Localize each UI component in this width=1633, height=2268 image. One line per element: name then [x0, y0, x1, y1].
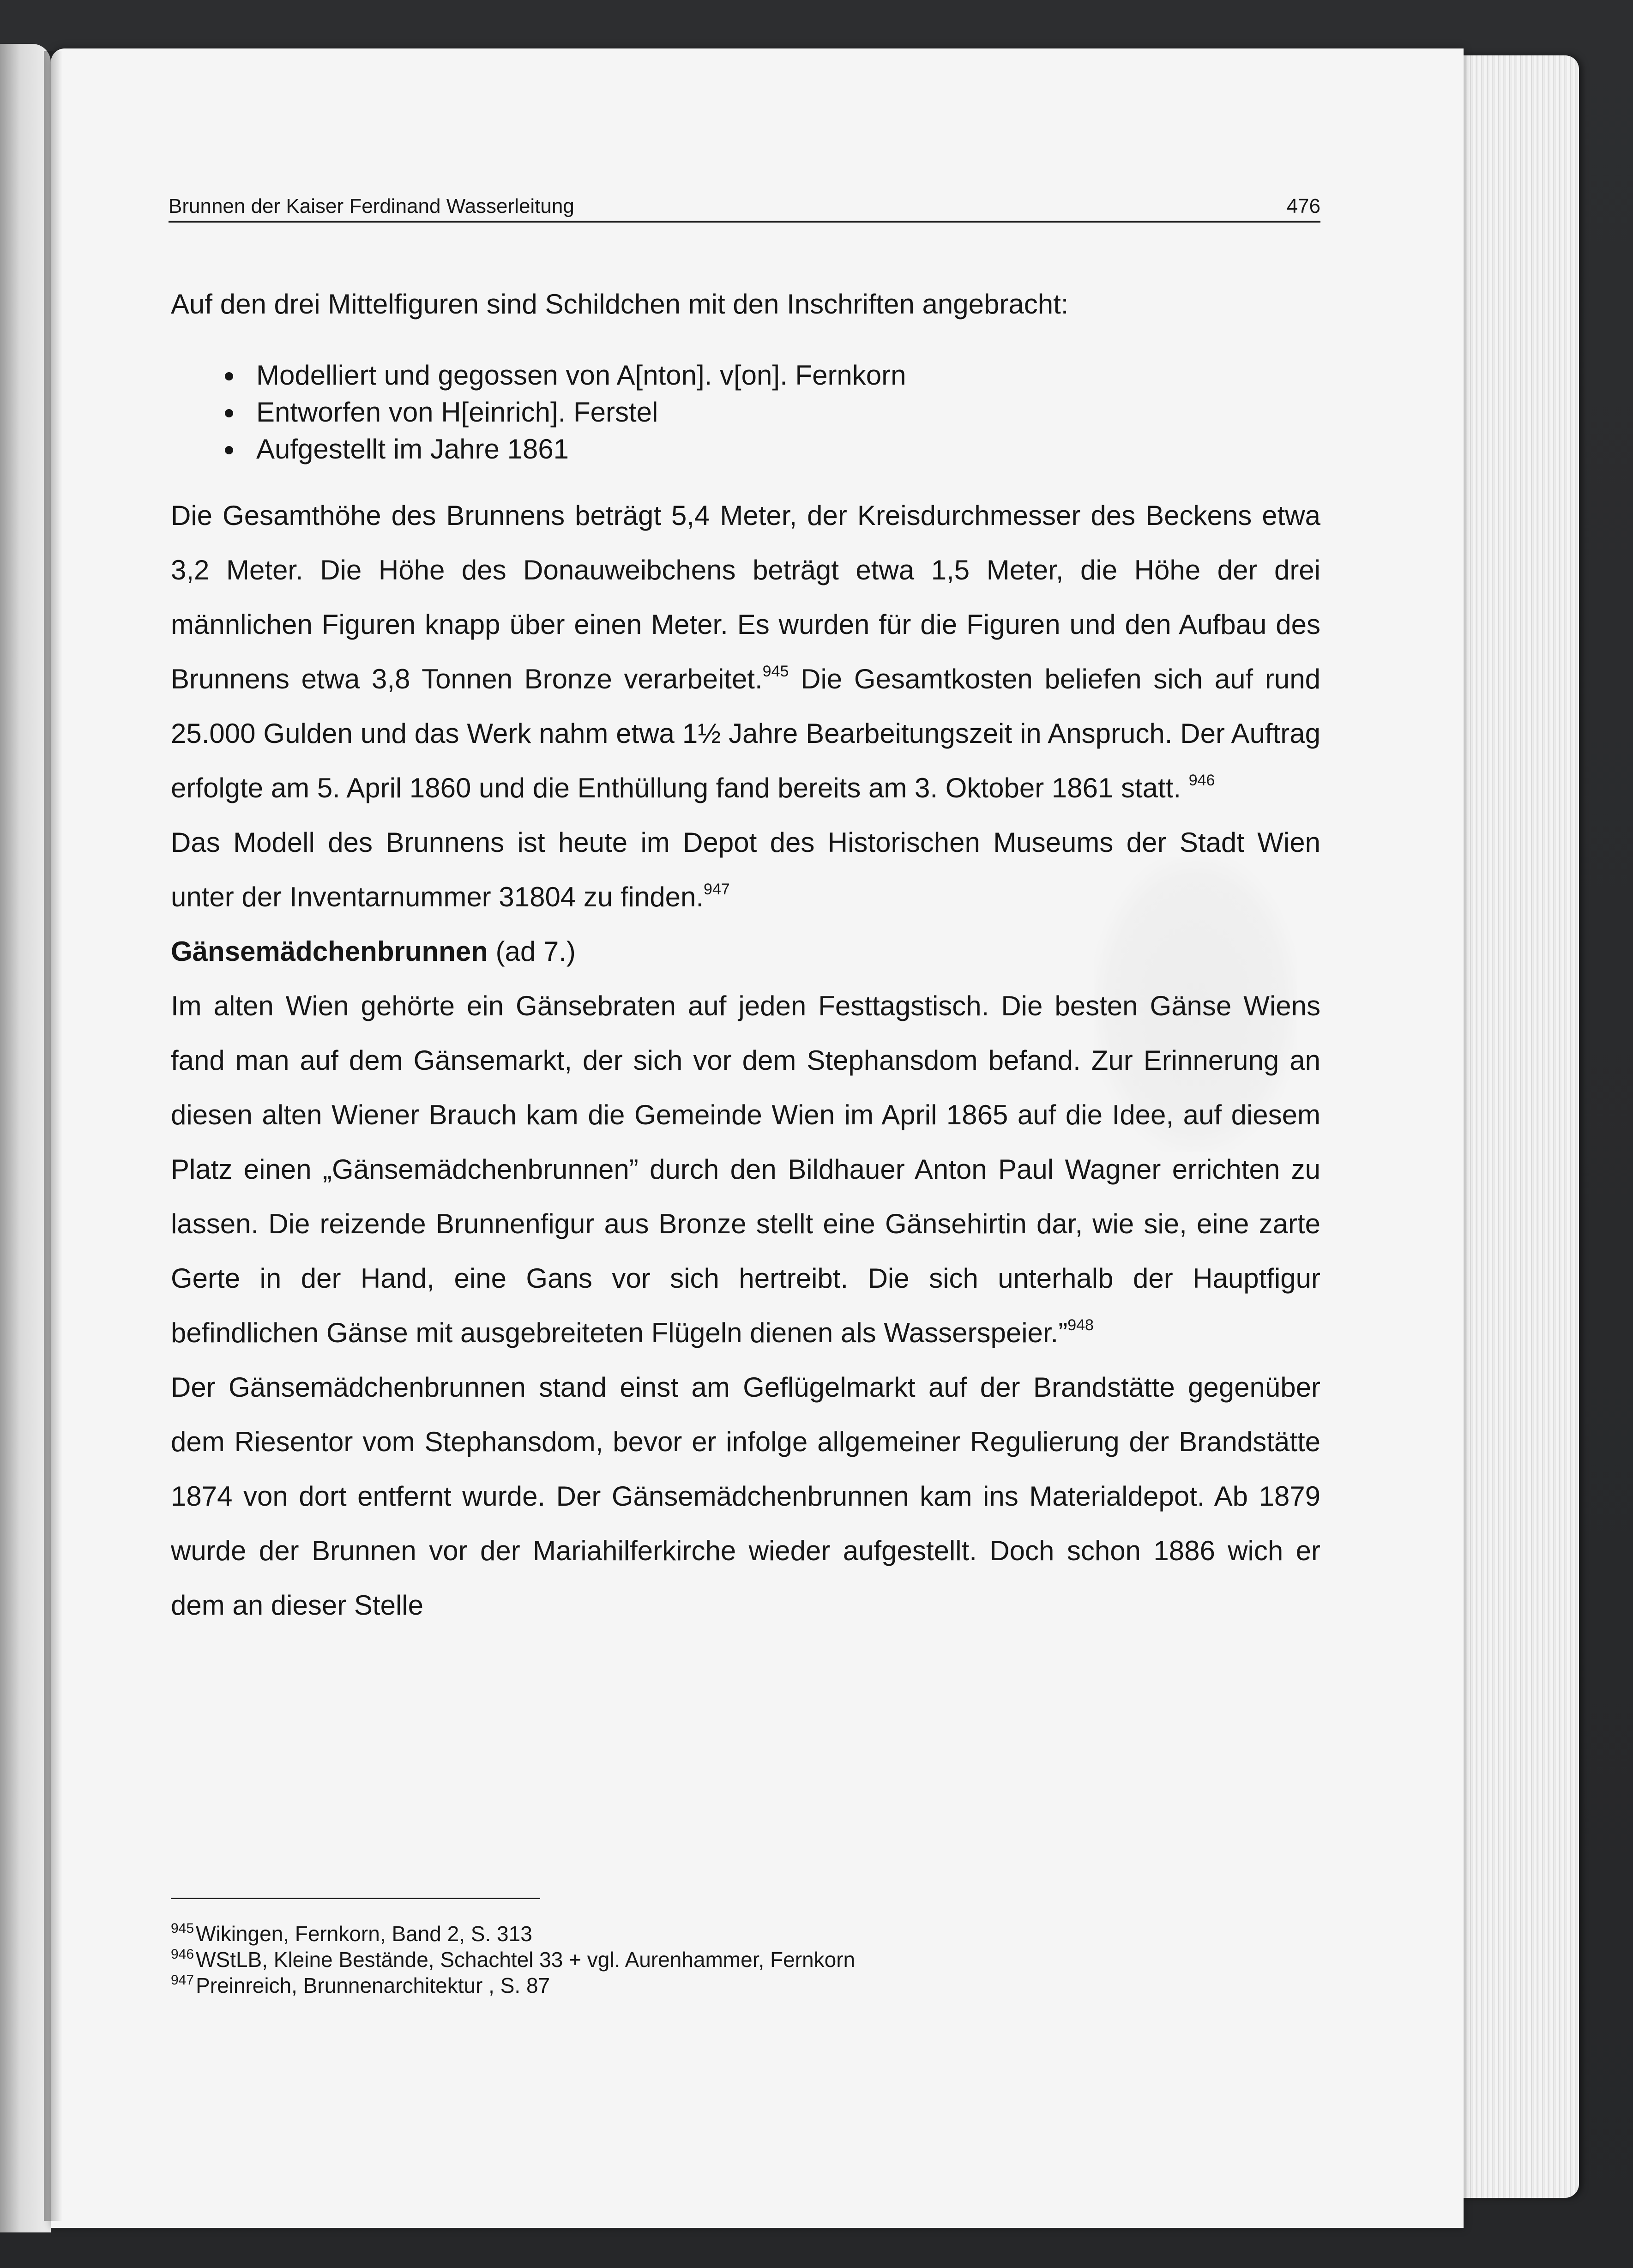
footnote-ref: 948 [1067, 1316, 1094, 1334]
section-heading-suffix: (ad 7.) [488, 936, 576, 967]
footnote-ref: 945 [762, 663, 789, 680]
list-item [256, 394, 1320, 431]
bullet-icon [225, 446, 233, 454]
footnote-divider [171, 1898, 540, 1899]
paragraph-text: Im alten Wien gehörte ein Gänsebraten auf jeden Festtagstisch. Die besten Gänse Wiens fand man auf dem Gänsemarkt, der sich vor dem Stephansdom befand. Zur Erinnerung an diesen alten Wiener Brauch kam die Gemeinde Wien im April 1865 auf die Idee, auf diesem Platz einen „Gänsemädchenbrunnen” durch den Bildhauer Anton Paul Wagner errichten zu lassen. Die reizende Brunnenfigur aus Bronze stellt eine Gänsehirtin dar, wie sie, eine zarte Gerte in der Hand, eine Gans vor sich hertreibt. Die sich unterhalb der Hauptfigur befindlichen Gänse mit ausgebreiteten Flügeln dienen als Wasserspeier.” [171, 990, 1320, 1348]
paragraph-text: Das Modell des Brunnens ist heute im Depot des Historischen Museums der Stadt Wien unter der Inventarnummer 31804 zu finden. [171, 827, 1320, 912]
page-block-edges [1445, 55, 1579, 2198]
footnotes [171, 1921, 1320, 1998]
section-heading-bold: Gänsemädchenbrunnen [171, 936, 488, 967]
paragraph-model [171, 815, 1320, 924]
page-number: 476 [1286, 195, 1320, 217]
footnote-text: Preinreich, Brunnenarchitektur , S. 87 [196, 1973, 550, 1997]
inscription-list [171, 357, 1320, 468]
footnote-number: 947 [171, 1972, 194, 1988]
paragraph-text: Die Gesamthöhe des Brunnens beträgt 5,4 Meter, der Kreisdurchmesser des Beckens etwa 3,2 Meter. Die Höhe des Donauweibchens beträgt etwa 1,5 Meter, die Höhe der drei männlichen Figuren knapp über einen Meter. Es wurden für die Figuren und den Aufbau des Brunnens etwa 3,8 Tonnen Bronze verarbeitet. [171, 500, 1320, 694]
bullet-icon [225, 372, 233, 380]
paragraph-dimensions [171, 489, 1320, 815]
running-title: Brunnen der Kaiser Ferdinand Wasserleitung [169, 195, 574, 217]
footnote [171, 1972, 1320, 1998]
footnote-ref: 946 [1188, 772, 1215, 789]
spine-shadow [44, 51, 62, 2221]
list-item-text: Entworfen von H[einrich]. Ferstel [256, 397, 658, 428]
footnote-text: WStLB, Kleine Bestände, Schachtel 33 + vgl. Aurenhammer, Fernkorn [196, 1948, 856, 1972]
running-header [169, 193, 1320, 223]
footnote-text: Wikingen, Fernkorn, Band 2, S. 313 [196, 1922, 532, 1946]
list-item-text: Modelliert und gegossen von A[nton]. v[on]. Fernkorn [256, 360, 906, 391]
footnote-number: 945 [171, 1921, 194, 1936]
footnote [171, 1947, 1320, 1972]
section-heading [171, 924, 1320, 979]
footnote-ref: 947 [704, 881, 730, 898]
paragraph-history [171, 979, 1320, 1360]
list-item [256, 357, 1320, 394]
bullet-icon [225, 409, 233, 417]
footnote [171, 1921, 1320, 1947]
left-page-edge [0, 44, 51, 2232]
paragraph-text: Die Gesamtkosten beliefen sich auf rund 25.000 Gulden und das Werk nahm etwa 1½ Jahre Bearbeitungszeit in Anspruch. Der Auftrag erfolgte am 5. April 1860 und die Enthüllung fand bereits am 3. Oktober 1861 statt. [171, 664, 1320, 803]
intro-line: Auf den drei Mittelfiguren sind Schildchen mit den Inschriften angebracht: [171, 289, 1069, 320]
paragraph-location: Der Gänsemädchenbrunnen stand einst am Geflügelmarkt auf der Brandstätte gegenüber dem Riesentor vom Stephansdom, bevor er infolge allgemeiner Regulierung der Brandstätte 1874 von dort entfernt wurde. Der Gänsemädchenbrunnen kam ins Materialdepot. Ab 1879 wurde der Brunnen vor der Mariahilferkirche wieder aufgestellt. Doch schon 1886 wich er dem an dieser Stelle [171, 1372, 1320, 1621]
body-text [171, 277, 1320, 1633]
footnote-number: 946 [171, 1947, 194, 1962]
list-item [256, 431, 1320, 468]
list-item-text: Aufgestellt im Jahre 1861 [256, 434, 569, 464]
